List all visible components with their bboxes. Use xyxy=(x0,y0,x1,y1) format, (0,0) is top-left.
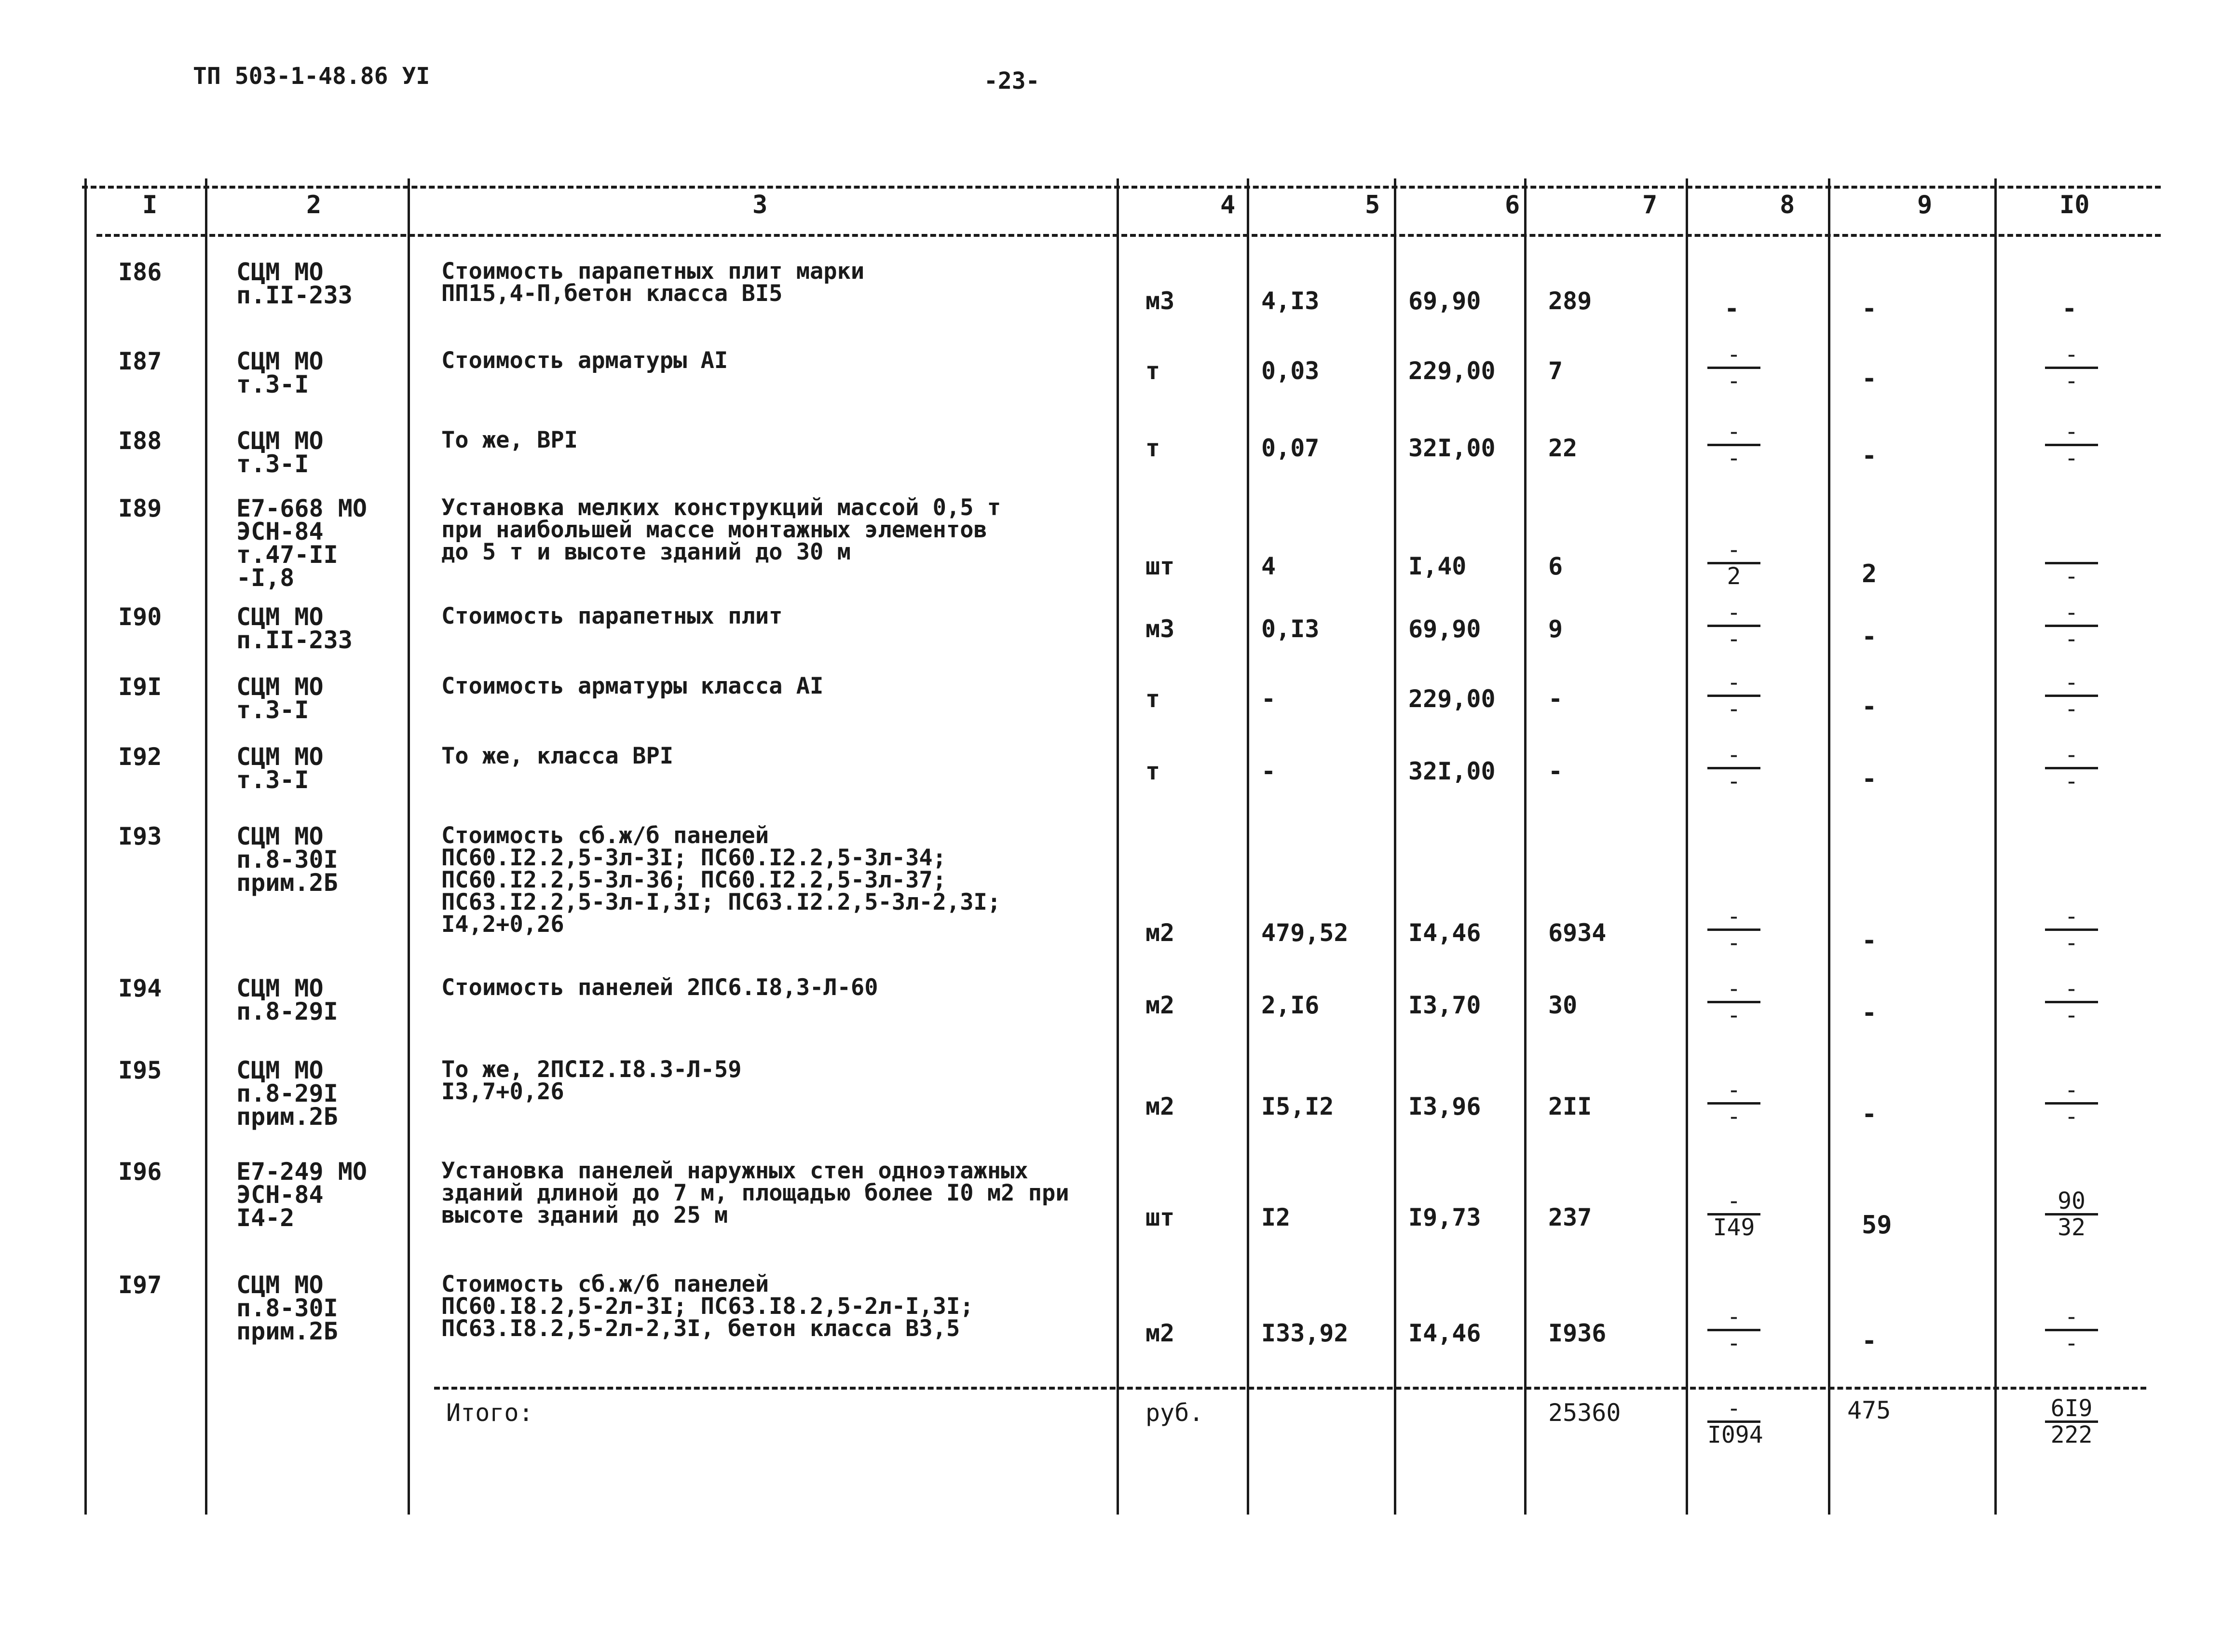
col10-value-denominator: - xyxy=(2064,563,2079,590)
col10-value xyxy=(2045,743,2098,793)
unit-price: I3,96 xyxy=(1408,1092,1481,1120)
total-cost: 7 xyxy=(1548,357,1563,385)
col10-value-numerator: - xyxy=(2045,977,2098,1003)
col8-value xyxy=(1707,420,1760,470)
quantity: 479,52 xyxy=(1261,919,1349,947)
col10-value-numerator: - xyxy=(2045,342,2098,369)
column-header-5: 5 xyxy=(1365,191,1380,219)
work-description: Установка мелких конструкций массой 0,5 т при наибольшей массе монтажных элементов до 5 т и высоте зданий до 30 м xyxy=(441,494,1001,565)
col9-value: - xyxy=(1862,926,1877,955)
total-col10-numerator: 6I9 xyxy=(2045,1396,2098,1423)
unit: м3 xyxy=(1145,615,1175,643)
col9-value: - xyxy=(1862,364,1877,393)
col10-value-numerator: - xyxy=(2045,904,2098,931)
unit-price: 69,90 xyxy=(1408,615,1481,643)
column-header-6: 6 xyxy=(1505,191,1520,219)
column-header-1: I xyxy=(142,191,158,219)
norm-code: СЦМ МО т.3-I xyxy=(236,347,324,398)
work-description: Стоимость панелей 2ПС6.I8,3-Л-60 xyxy=(441,974,878,1001)
total-col10 xyxy=(2045,1396,2098,1447)
quantity: 0,I3 xyxy=(1261,615,1320,643)
total-cost: 9 xyxy=(1548,615,1563,643)
unit-price: 229,00 xyxy=(1408,685,1496,713)
col8-value-numerator: - xyxy=(1707,420,1760,446)
row-number: I92 xyxy=(118,743,162,771)
norm-code: СЦМ МО п.8-30I прим.2Б xyxy=(236,1271,338,1345)
col8-value-numerator: - xyxy=(1707,538,1760,564)
total-label: Итого: xyxy=(446,1399,533,1427)
col8-value-numerator: - xyxy=(1707,904,1760,931)
column-rule xyxy=(1994,178,1997,1515)
row-number: I97 xyxy=(118,1271,162,1299)
unit: т xyxy=(1145,757,1160,785)
total-cost: - xyxy=(1548,685,1563,713)
row-number: I89 xyxy=(118,494,162,522)
work-description: Стоимость сб.ж/б панелей ПС60.I8.2,5-2л-3I; ПС63.I8.2,5-2л-I,3I; ПС63.I8.2,5-2л-2,3I, бетон класса В3,5 xyxy=(441,1271,974,1342)
unit: шт xyxy=(1145,552,1175,580)
col10-value xyxy=(2045,977,2098,1027)
unit: м2 xyxy=(1145,991,1175,1019)
col9-value: - xyxy=(1862,998,1877,1027)
col10-value-denominator: - xyxy=(2064,626,2079,653)
total-col10-denominator: 222 xyxy=(2050,1421,2093,1448)
unit: м2 xyxy=(1145,919,1175,947)
col8-value xyxy=(1707,1078,1760,1129)
col8-value xyxy=(1707,1305,1760,1355)
quantity: 2,I6 xyxy=(1261,991,1320,1019)
total-cost: 30 xyxy=(1548,991,1578,1019)
quantity: 0,07 xyxy=(1261,434,1320,462)
unit-price: 32I,00 xyxy=(1408,434,1496,462)
norm-code: СЦМ МО п.II-233 xyxy=(236,603,353,654)
col10-value-denominator: - xyxy=(2064,768,2079,795)
col10-value-numerator: - xyxy=(2045,743,2098,769)
column-rule xyxy=(1247,178,1249,1515)
column-rule xyxy=(205,178,207,1515)
col8-value-denominator: - xyxy=(1727,1103,1741,1130)
col8-value xyxy=(1707,977,1760,1027)
norm-code: СЦМ МО т.3-I xyxy=(236,427,324,478)
col10-value-numerator: - xyxy=(2045,420,2098,446)
quantity: I33,92 xyxy=(1261,1319,1349,1347)
norm-code: СЦМ МО п.8-29I прим.2Б xyxy=(236,1056,338,1131)
column-rule xyxy=(1524,178,1527,1515)
unit-price: I4,46 xyxy=(1408,1319,1481,1347)
col8-value-numerator: - xyxy=(1707,1078,1760,1105)
quantity: 0,03 xyxy=(1261,357,1320,385)
unit: м2 xyxy=(1145,1319,1175,1347)
unit: т xyxy=(1145,434,1160,462)
column-rule xyxy=(1117,178,1119,1515)
unit: т xyxy=(1145,357,1160,385)
col8-value-numerator: - xyxy=(1707,601,1760,627)
norm-code: Е7-249 МО ЭСН-84 I4-2 xyxy=(236,1158,367,1232)
col10-value xyxy=(2045,538,2098,588)
unit-price: I3,70 xyxy=(1408,991,1481,1019)
col8-value xyxy=(1707,538,1760,588)
col10-value-numerator: - xyxy=(2045,1305,2098,1331)
col9-value: 59 xyxy=(1862,1211,1892,1240)
work-description: То же, 2ПСI2.I8.3-Л-59 I3,7+0,26 xyxy=(441,1056,742,1105)
col9-value: - xyxy=(1862,1326,1877,1355)
page-number: -23- xyxy=(984,68,1040,95)
col8-value-denominator: I49 xyxy=(1713,1214,1755,1241)
column-header-3: 3 xyxy=(752,191,768,219)
total-cost: 6934 xyxy=(1548,919,1607,947)
row-number: I90 xyxy=(118,603,162,631)
row-number: I88 xyxy=(118,427,162,455)
col8-value xyxy=(1707,904,1760,955)
col8-value-denominator: - xyxy=(1727,1002,1741,1029)
row-number: I86 xyxy=(118,258,162,286)
column-rule xyxy=(84,178,87,1515)
col10-value xyxy=(2045,1189,2098,1240)
grand-total: 25360 xyxy=(1548,1399,1621,1427)
unit-price: 229,00 xyxy=(1408,357,1496,385)
row-number: I9I xyxy=(118,673,162,701)
work-description: Стоимость арматуры класса АI xyxy=(441,673,824,699)
col10-value xyxy=(2045,904,2098,955)
total-col8-numerator: - xyxy=(1707,1396,1760,1423)
work-description: Стоимость парапетных плит марки ПП15,4-П,бетон класса ВI5 xyxy=(441,258,865,307)
column-header-7: 7 xyxy=(1642,191,1658,219)
total-col8 xyxy=(1707,1395,1763,1448)
col8-value-numerator: - xyxy=(1707,977,1760,1003)
work-description: То же, ВРI xyxy=(441,427,578,453)
header-bottom-rule xyxy=(96,234,2161,237)
row-number: I94 xyxy=(118,974,162,1002)
col10-value xyxy=(2045,670,2098,721)
col8-value-denominator: - xyxy=(1727,626,1741,653)
column-header-9: 9 xyxy=(1917,191,1933,219)
col10-value-numerator: - xyxy=(2045,670,2098,697)
total-unit: руб. xyxy=(1145,1399,1204,1427)
col8-value-numerator: - xyxy=(1707,342,1760,369)
row-number: I87 xyxy=(118,347,162,375)
norm-code: СЦМ МО п.II-233 xyxy=(236,258,353,309)
col10-value xyxy=(2045,601,2098,651)
total-col8-denominator: I094 xyxy=(1707,1421,1763,1448)
col10-value-denominator: 32 xyxy=(2058,1214,2086,1241)
quantity: 4,I3 xyxy=(1261,287,1320,315)
column-header-10: I0 xyxy=(2059,191,2090,219)
column-header-8: 8 xyxy=(1780,191,1795,219)
work-description: Стоимость арматуры АI xyxy=(441,347,728,374)
col9-value: - xyxy=(1862,294,1877,323)
col8-value-denominator: 2 xyxy=(1727,563,1741,590)
unit-price: I9,73 xyxy=(1408,1203,1481,1231)
col10-value-numerator xyxy=(2045,538,2098,564)
doc-code: ТП 503-1-48.86 УI xyxy=(193,63,430,90)
unit-price: 32I,00 xyxy=(1408,757,1496,785)
work-description: Установка панелей наружных стен одноэтажных зданий длиной до 7 м, площадью более I0 м2 при высоте зданий до 25 м xyxy=(441,1158,1069,1229)
total-cost: 22 xyxy=(1548,434,1578,462)
row-number: I96 xyxy=(118,1158,162,1186)
row-number: I93 xyxy=(118,822,162,850)
quantity: - xyxy=(1261,757,1276,785)
col10-value-denominator: - xyxy=(2064,1330,2079,1357)
col8-value xyxy=(1707,601,1760,651)
unit: м2 xyxy=(1145,1092,1175,1120)
col10-value xyxy=(2045,342,2098,393)
norm-code: СЦМ МО т.3-I xyxy=(236,673,324,724)
column-rule xyxy=(408,178,410,1515)
col8-value-numerator: - xyxy=(1707,670,1760,697)
column-rule xyxy=(1394,178,1396,1515)
unit: шт xyxy=(1145,1203,1175,1231)
unit: м3 xyxy=(1145,287,1175,315)
unit-price: I4,46 xyxy=(1408,919,1481,947)
col10-value xyxy=(2045,420,2098,470)
total-cost: 289 xyxy=(1548,287,1592,315)
col8-value-numerator: - xyxy=(1707,743,1760,769)
col9-value: - xyxy=(1862,692,1877,721)
col10-value-denominator: - xyxy=(2064,696,2079,723)
column-header-2: 2 xyxy=(306,191,322,219)
total-col9: 475 xyxy=(1847,1396,1891,1424)
col9-value: - xyxy=(1862,441,1877,470)
col8-value-denominator: - xyxy=(1727,368,1741,395)
col10-value-denominator: - xyxy=(2064,1002,2079,1029)
col8-value: - xyxy=(1724,294,1740,323)
column-rule xyxy=(1828,178,1830,1515)
total-cost: 6 xyxy=(1548,552,1563,580)
col9-value: - xyxy=(1862,1100,1877,1129)
total-cost: 2II xyxy=(1548,1092,1592,1120)
column-rule xyxy=(1686,178,1688,1515)
col8-value xyxy=(1707,743,1760,793)
col8-value-denominator: - xyxy=(1727,929,1741,956)
col9-value: 2 xyxy=(1862,560,1877,588)
col9-value: - xyxy=(1862,765,1877,793)
col8-value-numerator: - xyxy=(1707,1305,1760,1331)
col8-value-denominator: - xyxy=(1727,1330,1741,1357)
quantity: - xyxy=(1261,685,1276,713)
col10-value-denominator: - xyxy=(2064,929,2079,956)
col10-value-denominator: - xyxy=(2064,1103,2079,1130)
col8-value-denominator: - xyxy=(1727,768,1741,795)
header-top-rule xyxy=(82,186,2161,189)
col8-value xyxy=(1707,342,1760,393)
column-header-4: 4 xyxy=(1220,191,1236,219)
col10-value-denominator: - xyxy=(2064,445,2079,472)
work-description: Стоимость сб.ж/б панелей ПС60.I2.2,5-3л-3I; ПС60.I2.2,5-3л-34; ПС60.I2.2,5-3л-36; ПС60.I2.2,5-3л-37; ПС63.I2.2,5-3л-I,3I; ПС63.I2.2,5-3л-2,3I; I4,2+0,26 xyxy=(441,822,1001,938)
norm-code: СЦМ МО п.8-29I xyxy=(236,974,338,1025)
col10-value-numerator: - xyxy=(2045,1078,2098,1105)
col9-value: - xyxy=(1862,622,1877,651)
col10-value-denominator: - xyxy=(2064,368,2079,395)
col8-value xyxy=(1707,1189,1760,1240)
total-rule xyxy=(434,1387,2146,1390)
col10-value xyxy=(2045,1305,2098,1355)
col10-value-numerator: - xyxy=(2045,601,2098,627)
unit-price: I,40 xyxy=(1408,552,1467,580)
work-description: Стоимость парапетных плит xyxy=(441,603,783,629)
quantity: 4 xyxy=(1261,552,1276,580)
norm-code: СЦМ МО п.8-30I прим.2Б xyxy=(236,822,338,897)
total-cost: I936 xyxy=(1548,1319,1607,1347)
col8-value-denominator: - xyxy=(1727,696,1741,723)
col8-value xyxy=(1707,670,1760,721)
total-cost: - xyxy=(1548,757,1563,785)
quantity: I2 xyxy=(1261,1203,1291,1231)
unit-price: 69,90 xyxy=(1408,287,1481,315)
col10-value xyxy=(2045,1078,2098,1129)
col8-value-denominator: - xyxy=(1727,445,1741,472)
col8-value-numerator: - xyxy=(1707,1189,1760,1215)
col10-value-numerator: 90 xyxy=(2045,1189,2098,1215)
quantity: I5,I2 xyxy=(1261,1092,1334,1120)
total-cost: 237 xyxy=(1548,1203,1592,1231)
norm-code: Е7-668 МО ЭСН-84 т.47-II -I,8 xyxy=(236,494,367,592)
work-description: То же, класса ВРI xyxy=(441,743,674,769)
unit: т xyxy=(1145,685,1160,713)
col10-value: - xyxy=(2062,294,2077,323)
row-number: I95 xyxy=(118,1056,162,1084)
norm-code: СЦМ МО т.3-I xyxy=(236,743,324,794)
